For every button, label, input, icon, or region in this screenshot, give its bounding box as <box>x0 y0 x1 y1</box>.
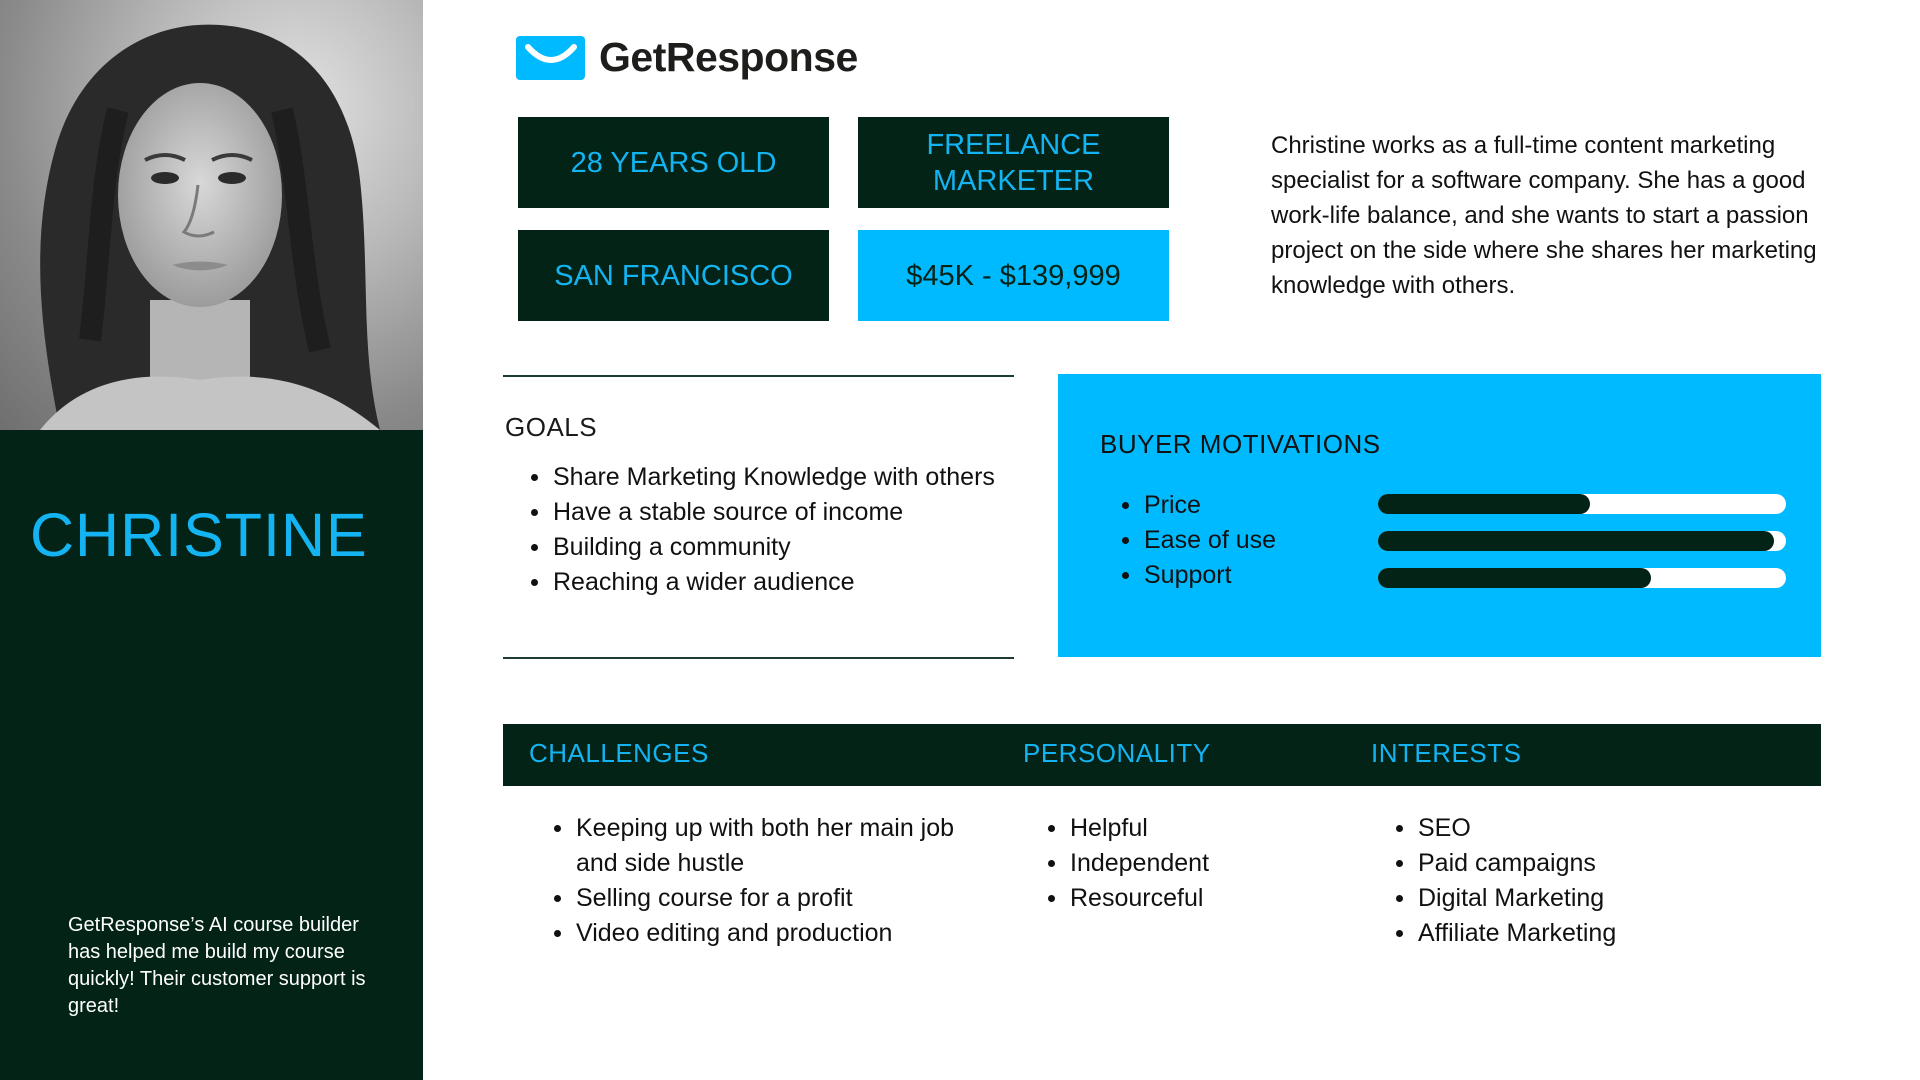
location-tile: SAN FRANCISCO <box>518 230 829 321</box>
list-item: Paid campaigns <box>1390 846 1750 881</box>
list-item: SEO <box>1390 811 1750 846</box>
age-tile: 28 YEARS OLD <box>518 117 829 208</box>
list-item: Selling course for a profit <box>548 881 978 916</box>
list-item: Keeping up with both her main job and side hustle <box>548 811 978 881</box>
ease-of-use-bar-fill <box>1378 531 1774 551</box>
list-item: Building a community <box>525 530 995 565</box>
motivation-label-support: Support <box>1116 558 1276 593</box>
goals-bottom-divider <box>503 657 1014 659</box>
job-tile: FREELANCE MARKETER <box>858 117 1169 208</box>
challenges-list <box>548 811 978 951</box>
testimonial-quote: GetResponse’s AI course builder has helped me build my course quickly! Their customer support is great! <box>68 914 366 1017</box>
list-item: Video editing and production <box>548 916 978 951</box>
goals-list <box>525 460 995 600</box>
interests-list <box>1390 811 1750 951</box>
support-bar-track <box>1378 568 1786 588</box>
logo-wordmark: GetResponse <box>599 34 858 80</box>
motivation-label-ease-of-use: Ease of use <box>1116 523 1276 558</box>
left-panel <box>0 0 423 1080</box>
list-item: Digital Marketing <box>1390 881 1750 916</box>
getresponse-logo[interactable] <box>516 34 858 81</box>
goals-title: GOALS <box>505 412 598 442</box>
challenges-title: CHALLENGES <box>529 738 709 768</box>
list-item: Affiliate Marketing <box>1390 916 1750 951</box>
interests-title: INTERESTS <box>1371 738 1522 768</box>
price-bar-fill <box>1378 494 1590 514</box>
list-item: Independent <box>1042 846 1342 881</box>
list-item: Resourceful <box>1042 881 1342 916</box>
persona-photo <box>0 0 423 430</box>
goals-top-divider <box>503 375 1014 377</box>
support-bar-fill <box>1378 568 1651 588</box>
persona-bio: Christine works as a full-time content marketing specialist for a software company. She has a good work-life balance, and she wants to start a passion project on the side where she shares her marketing knowledge with others. <box>1271 132 1817 299</box>
income-tile: $45K - $139,999 <box>858 230 1169 321</box>
motivation-label-price: Price <box>1116 488 1276 523</box>
list-item: Reaching a wider audience <box>525 565 995 600</box>
personality-list <box>1042 811 1342 916</box>
envelope-smile-icon <box>516 36 585 80</box>
list-item: Helpful <box>1042 811 1342 846</box>
motivations-title: BUYER MOTIVATIONS <box>1100 429 1381 459</box>
sections-header-bar <box>503 724 1821 786</box>
portrait-image <box>0 0 423 430</box>
list-item: Have a stable source of income <box>525 495 995 530</box>
ease-of-use-bar-track <box>1378 531 1786 551</box>
list-item: Share Marketing Knowledge with others <box>525 460 995 495</box>
buyer-motivations-panel <box>1058 374 1821 657</box>
persona-name: CHRISTINE <box>30 501 368 569</box>
price-bar-track <box>1378 494 1786 514</box>
motivations-list <box>1116 488 1276 593</box>
personality-title: PERSONALITY <box>1023 738 1211 768</box>
